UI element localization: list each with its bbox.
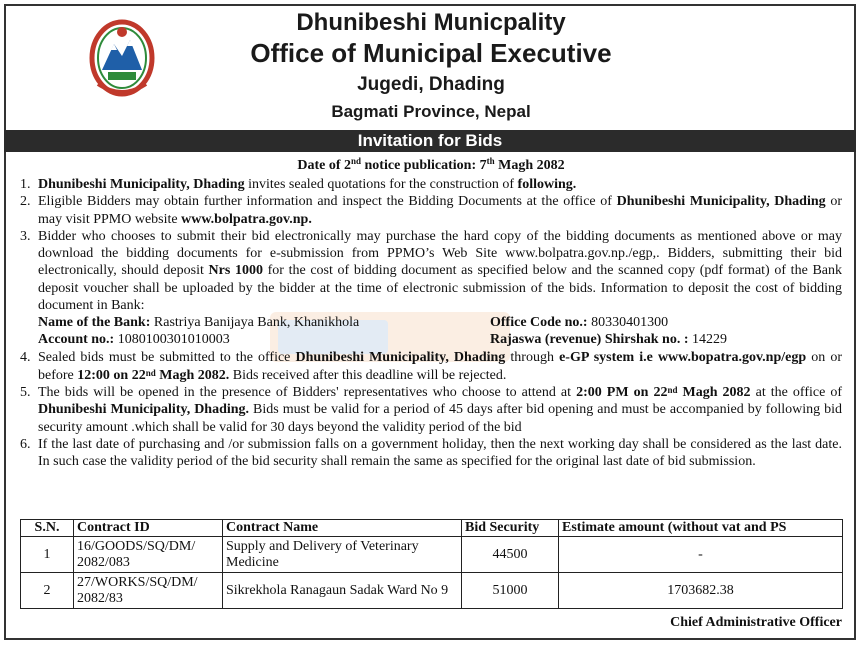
- province-line: Bagmati Province, Nepal: [331, 102, 531, 121]
- cell-estimate-amount: 1703682.38: [559, 573, 843, 609]
- col-contract-name: Contract Name: [223, 520, 462, 537]
- clause-4: 4. Sealed bids must be submitted to the office Dhunibeshi Municipality, Dhading through e-GP system i.e www.bopatra.gov.np/egp on or before 12:00 on 22nd Magh 2082. Bids received after this deadline will be rejected.: [20, 350, 843, 383]
- table-row: [21, 537, 843, 573]
- publication-date: Date of 2nd notice publication: 7th Magh 2082: [297, 156, 565, 173]
- cell-estimate-amount: -: [559, 537, 843, 573]
- office-location: Jugedi, Dhading: [357, 74, 505, 95]
- col-estimate-amount: Estimate amount (without vat and PS: [559, 520, 843, 537]
- cell-contract-name: Sikrekhola Ranagaun Sadak Ward No 9: [223, 573, 462, 609]
- contracts-table: [20, 519, 843, 609]
- col-bid-security: Bid Security: [462, 520, 559, 537]
- cell-bid-security: 44500: [462, 537, 559, 573]
- office-name: Office of Municipal Executive: [250, 38, 612, 68]
- cell-sn: 1: [21, 537, 74, 573]
- table-row: [21, 573, 843, 609]
- cell-contract-id: 16/GOODS/SQ/DM/ 2082/083: [74, 537, 223, 573]
- notice-title-banner: Invitation for Bids: [4, 130, 856, 152]
- municipality-name: Dhunibeshi Municpality: [296, 9, 566, 36]
- cell-sn: 2: [21, 573, 74, 609]
- clause-6: 6. If the last date of purchasing and /or submission falls on a government holiday, then the next working day shall be considered as the last date. In such case the validity period of the bid security shall remain the same as specified for the original last date of bid submission.: [20, 436, 842, 470]
- bank-details: Name of the Bank: Rastriya Banijaya Bank, Khanikhola Office Code no.: 80330401300 Account no.: 1080100301010003 Rajaswa (revenue) Shirshak no. : 14229: [38, 315, 727, 348]
- signatory-title: Chief Administrative Officer: [670, 615, 842, 630]
- cell-contract-name: Supply and Delivery of Veterinary Medicine: [223, 537, 462, 573]
- col-contract-id: Contract ID: [74, 520, 223, 537]
- cell-contract-id: 27/WORKS/SQ/DM/ 2082/83: [74, 573, 223, 609]
- clause-3: 3. Bidder who chooses to submit their bid electronically may purchase the hard copy of the bidding documents as mentioned above or may download the bidding documents for e-submission from PPMO’s Web Site www.bolpatra.gov.np./egp,. Bidders, submitting their bid electronically, should deposit Nrs 1000 for the cost of bidding document as specified below and the scanned copy (pdf format) of the Bank deposit voucher shall be uploaded by the bidder at the time of electronic submission of the bids. Information to deposit the cost of bidding document in Bank: Name of the Bank: Rastriya Banijaya Bank, Khanikhola Office Code no.: 80330401300 Account no.: 1080100301010003 Rajaswa (revenue) Shirshak no. : 14229: [20, 228, 842, 348]
- table-header-row: [21, 520, 843, 537]
- clause-5: 5. The bids will be opened in the presence of Bidders' representatives who choose to attend at 2:00 PM on 22nd Magh 2082 at the office of Dhunibeshi Municipality, Dhading. Bids must be valid for a period of 45 days after bid opening and must be accompanied by following bid security amount .which shall be valid for 30 days beyond the validity period of the bid: [20, 384, 843, 435]
- clause-1: 1. Dhunibeshi Municipality, Dhading invites sealed quotations for the construction of following.: [20, 177, 577, 192]
- cell-bid-security: 51000: [462, 573, 559, 609]
- notice-body: [20, 176, 842, 470]
- clause-2: 2. Eligible Bidders may obtain further information and inspect the Bidding Documents at the office of Dhunibeshi Municipality, Dhading or may visit PPMO website www.bolpatra.gov.np.: [20, 194, 842, 227]
- col-sn: S.N.: [21, 520, 74, 537]
